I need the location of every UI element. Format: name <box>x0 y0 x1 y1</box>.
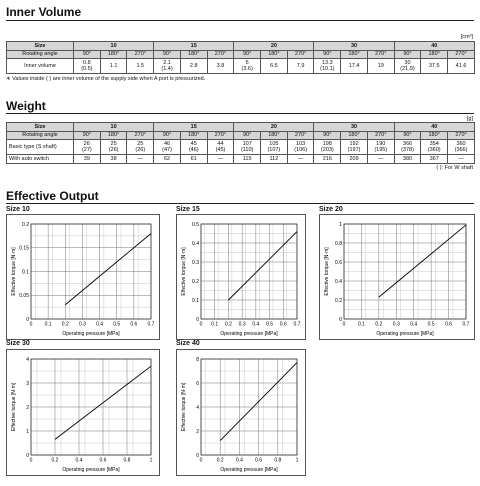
table-cell <box>367 59 394 74</box>
cell-paren-value: (27) <box>81 147 92 153</box>
cell-value: 45 <box>190 140 197 147</box>
x-tick-label: 0.1 <box>357 321 365 328</box>
angle-header: 270° <box>127 131 154 140</box>
inner-volume-rule <box>6 20 474 21</box>
angle-header: 270° <box>367 131 394 140</box>
table-row <box>7 131 475 140</box>
x-tick-label: 0.7 <box>293 321 301 328</box>
cell-value: 103 <box>296 140 306 147</box>
weight-table <box>6 122 475 164</box>
table-cell: 61 <box>180 155 207 164</box>
y-tick-label: 2 <box>196 428 199 435</box>
angle-header: 180° <box>341 131 368 140</box>
cell-paren-value: (107) <box>267 147 281 153</box>
cell-value: 366 <box>402 140 413 147</box>
inner-volume-title: Inner Volume <box>6 5 82 19</box>
y-tick-label: 1 <box>339 221 342 228</box>
y-axis-label: Effective torque [N·m] <box>11 247 17 296</box>
table-cell <box>367 140 394 155</box>
table-cell <box>127 59 154 74</box>
chart-svg-size-20 <box>320 215 474 339</box>
table-cell: 216 <box>314 155 341 164</box>
x-tick-label: 0.6 <box>99 457 107 464</box>
y-tick-label: 0.4 <box>335 278 342 285</box>
x-tick-label: 0.5 <box>266 321 274 328</box>
cell-value: 2.8 <box>189 62 198 69</box>
table-row <box>7 59 475 74</box>
angle-header: 180° <box>341 50 368 59</box>
cell-value: 13.3 <box>321 59 333 66</box>
angle-header: 270° <box>448 131 475 140</box>
y-tick-label: 0.6 <box>335 259 342 266</box>
y-tick-label: 0.5 <box>192 221 199 228</box>
cell-paren-value: (378) <box>401 147 414 153</box>
cell-value: 44 <box>217 140 224 147</box>
table-cell <box>234 59 261 74</box>
angle-header: 90° <box>154 131 181 140</box>
x-tick-label: 0.7 <box>147 321 155 328</box>
y-tick-label: 0.2 <box>335 297 342 304</box>
y-tick-label: 0.2 <box>22 221 29 228</box>
table-cell <box>287 140 314 155</box>
angle-header: 270° <box>127 50 154 59</box>
size-header: 20 <box>234 42 314 51</box>
y-tick-label: 2 <box>26 404 29 411</box>
table-cell <box>261 59 288 74</box>
x-tick-label: 0.8 <box>274 457 282 464</box>
x-axis-label: Operating pressure [MPa] <box>376 331 434 337</box>
cell-value: 2.1 <box>163 59 171 66</box>
angle-header: 90° <box>234 50 261 59</box>
table-cell: 62 <box>154 155 181 164</box>
chart-svg-size-40 <box>177 350 305 475</box>
angle-header: 180° <box>421 131 448 140</box>
cell-value: 7.9 <box>296 62 305 69</box>
table-row <box>7 140 475 155</box>
size-label: Size <box>7 42 74 51</box>
x-tick-label: 0.5 <box>427 321 435 328</box>
cell-value: 192 <box>349 140 359 147</box>
y-axis-label: Effective torque [N·m] <box>181 247 187 296</box>
size-header: 10 <box>74 42 154 51</box>
y-tick-label: 0 <box>196 452 199 459</box>
angle-header: 180° <box>100 50 127 59</box>
effective-output-title: Effective Output <box>6 189 99 203</box>
table-cell <box>448 140 475 155</box>
x-tick-label: 0.2 <box>224 321 232 328</box>
x-tick-label: 0.6 <box>279 321 287 328</box>
x-tick-label: 0.2 <box>216 457 224 464</box>
y-tick-label: 0.4 <box>192 240 199 247</box>
size-header: 40 <box>394 42 474 51</box>
table-cell <box>421 59 448 74</box>
table-cell <box>100 140 127 155</box>
cell-value: 3.8 <box>216 62 225 69</box>
x-tick-label: 0.4 <box>75 457 83 464</box>
cell-paren-value: (26) <box>135 147 146 153</box>
cell-value: 198 <box>322 140 332 147</box>
table-cell <box>448 59 475 74</box>
x-tick-label: 0 <box>199 321 203 328</box>
table-cell: 209 <box>341 155 368 164</box>
table-cell <box>180 59 207 74</box>
chart-size-10 <box>6 214 160 340</box>
angle-header: 180° <box>261 131 288 140</box>
chart-title-size-10: Size 10 <box>6 206 30 213</box>
angle-header: 270° <box>207 131 234 140</box>
table-cell <box>154 59 181 74</box>
size-label: Size <box>7 123 74 132</box>
x-tick-label: 0.1 <box>44 321 52 328</box>
cell-value: 25 <box>137 140 144 147</box>
size-header: 15 <box>154 42 234 51</box>
weight-rule <box>6 113 474 114</box>
cell-paren-value: (47) <box>162 147 172 153</box>
inner-volume-note: ∗ Values inside ( ) are inner volume of the supply side when A port is pressurized. <box>6 76 206 82</box>
size-header: 40 <box>394 123 474 132</box>
x-tick-label: 0.3 <box>392 321 400 328</box>
size-header: 20 <box>234 123 314 132</box>
table-cell <box>207 59 234 74</box>
x-tick-label: 0.6 <box>130 321 138 328</box>
angle-header: 90° <box>154 50 181 59</box>
weight-unit: [g] <box>466 116 473 122</box>
y-tick-label: 4 <box>26 356 29 363</box>
cell-paren-value: (203) <box>320 147 334 153</box>
x-tick-label: 0.2 <box>375 321 383 328</box>
x-tick-label: 1 <box>295 457 299 464</box>
angle-header: 270° <box>367 50 394 59</box>
table-cell <box>234 140 261 155</box>
chart-size-15 <box>176 214 306 340</box>
x-tick-label: 0.6 <box>445 321 453 328</box>
cell-value: 105 <box>269 140 279 147</box>
cell-value: 360 <box>456 140 466 147</box>
y-tick-label: 0.1 <box>192 297 199 304</box>
chart-title-size-20: Size 20 <box>319 206 343 213</box>
angle-header: 90° <box>314 131 341 140</box>
table-cell <box>421 140 448 155</box>
cell-paren-value: (195) <box>374 147 388 153</box>
x-tick-label: 0.3 <box>238 321 246 328</box>
cell-value: 46 <box>163 140 171 147</box>
size-header: 15 <box>154 123 234 132</box>
table-cell: 367 <box>421 155 448 164</box>
angle-header: 180° <box>180 131 207 140</box>
auto-switch-label: With auto switch <box>7 155 74 164</box>
cell-value: 1.5 <box>136 62 145 69</box>
x-tick-label: 0.2 <box>61 321 69 328</box>
cell-paren-value: (46) <box>188 147 199 153</box>
y-tick-label: 0.05 <box>19 293 29 300</box>
table-cell: 115 <box>234 155 261 164</box>
x-tick-label: 0 <box>342 321 346 328</box>
angle-header: 270° <box>287 50 314 59</box>
cell-paren-value: (106) <box>294 147 308 153</box>
angle-header: 270° <box>448 50 475 59</box>
x-axis-label: Operating pressure [MPa] <box>62 467 120 473</box>
x-tick-label: 0.4 <box>252 321 260 328</box>
y-tick-label: 0.2 <box>192 278 199 285</box>
chart-size-30 <box>6 349 160 476</box>
size-header: 30 <box>314 123 394 132</box>
chart-title-size-30: Size 30 <box>6 340 30 347</box>
y-tick-label: 0 <box>26 316 29 323</box>
cell-value: 19 <box>377 62 384 69</box>
y-tick-label: 0 <box>196 316 199 323</box>
x-axis-label: Operating pressure [MPa] <box>220 467 278 473</box>
cell-value: 1.1 <box>109 62 118 69</box>
inner-volume-label: Inner volume <box>7 59 74 74</box>
cell-paren-value: (1.4) <box>161 66 173 72</box>
x-tick-label: 0.3 <box>78 321 86 328</box>
cell-value: 37.5 <box>428 62 440 69</box>
x-tick-label: 0.8 <box>123 457 131 464</box>
chart-svg-size-30 <box>7 350 159 475</box>
table-row <box>7 42 475 51</box>
y-tick-label: 1 <box>26 428 29 435</box>
chart-title-size-40: Size 40 <box>176 340 200 347</box>
angle-header: 90° <box>74 50 101 59</box>
table-cell <box>341 140 368 155</box>
table-cell <box>74 140 101 155</box>
cell-paren-value: (10.1) <box>320 66 335 72</box>
table-row <box>7 123 475 132</box>
table-cell: 38 <box>100 155 127 164</box>
x-axis-label: Operating pressure [MPa] <box>62 331 120 337</box>
cell-value: 17.4 <box>348 62 360 69</box>
table-cell: — <box>367 155 394 164</box>
y-axis-label: Effective torque [N·m] <box>324 247 330 296</box>
angle-header: 90° <box>314 50 341 59</box>
y-tick-label: 6 <box>196 380 199 387</box>
y-axis-label: Effective torque [N·m] <box>11 382 17 432</box>
inner-volume-table <box>6 41 475 74</box>
table-cell: — <box>207 155 234 164</box>
table-cell: — <box>127 155 154 164</box>
cell-value: 26 <box>83 140 90 147</box>
table-row <box>7 155 475 164</box>
size-header: 10 <box>74 123 154 132</box>
table-cell <box>314 140 341 155</box>
x-tick-label: 0.4 <box>96 321 104 328</box>
x-tick-label: 0.1 <box>211 321 219 328</box>
cell-value: 107 <box>242 140 252 147</box>
angle-header: 270° <box>287 131 314 140</box>
table-cell <box>261 140 288 155</box>
y-tick-label: 0.8 <box>335 240 342 247</box>
cell-value: 30 <box>404 59 411 66</box>
table-cell: 112 <box>261 155 288 164</box>
cell-paren-value: (110) <box>240 147 254 153</box>
weight-title: Weight <box>6 99 46 113</box>
table-cell: — <box>448 155 475 164</box>
x-tick-label: 0.2 <box>51 457 59 464</box>
table-cell <box>154 140 181 155</box>
table-cell <box>341 59 368 74</box>
x-tick-label: 0.4 <box>410 321 418 328</box>
angle-header: 90° <box>234 131 261 140</box>
chart-title-size-15: Size 15 <box>176 206 200 213</box>
cell-paren-value: (366) <box>454 147 468 153</box>
angle-header: 180° <box>100 131 127 140</box>
angle-header: 180° <box>180 50 207 59</box>
x-axis-label: Operating pressure [MPa] <box>220 331 278 337</box>
x-tick-label: 0 <box>29 457 33 464</box>
chart-size-20 <box>319 214 475 340</box>
cell-paren-value: (0.5) <box>81 66 93 72</box>
x-tick-label: 0.6 <box>255 457 263 464</box>
chart-svg-size-10 <box>7 215 159 339</box>
cell-paren-value: (26) <box>108 147 119 153</box>
cell-value: 354 <box>429 140 439 147</box>
size-header: 30 <box>314 42 394 51</box>
cell-value: 6.5 <box>270 62 278 69</box>
angle-label: Rotating angle <box>7 50 74 59</box>
basic-type-label: Basic type (S shaft) <box>7 140 74 155</box>
y-tick-label: 0.1 <box>22 269 29 276</box>
table-cell <box>74 59 101 74</box>
angle-header: 180° <box>261 50 288 59</box>
cell-value: 0.8 <box>83 59 91 66</box>
angle-label: Rotating angle <box>7 131 74 140</box>
x-tick-label: 0.7 <box>462 321 470 328</box>
cell-value: 41.6 <box>455 62 467 69</box>
angle-header: 90° <box>74 131 101 140</box>
cell-paren-value: (3.6) <box>241 66 253 72</box>
x-tick-label: 0.4 <box>235 457 243 464</box>
x-tick-label: 0.5 <box>113 321 121 328</box>
angle-header: 90° <box>394 131 421 140</box>
chart-svg-size-15 <box>177 215 305 339</box>
x-tick-label: 0 <box>199 457 203 464</box>
cell-paren-value: (21.9) <box>400 66 415 72</box>
table-cell: 39 <box>74 155 101 164</box>
effective-output-rule <box>6 203 474 204</box>
y-axis-label: Effective torque [N·m] <box>181 382 187 432</box>
table-cell <box>287 59 314 74</box>
x-tick-label: 0 <box>29 321 33 328</box>
table-cell <box>207 140 234 155</box>
chart-size-40 <box>176 349 306 476</box>
angle-header: 270° <box>207 50 234 59</box>
table-cell <box>100 59 127 74</box>
table-cell <box>127 140 154 155</box>
table-cell <box>180 140 207 155</box>
y-tick-label: 4 <box>196 404 199 411</box>
table-cell <box>314 59 341 74</box>
table-cell: — <box>287 155 314 164</box>
x-tick-label: 1 <box>149 457 153 464</box>
weight-note: ( ): For W shaft <box>436 165 473 171</box>
angle-header: 180° <box>421 50 448 59</box>
table-cell <box>394 59 421 74</box>
cell-paren-value: (45) <box>215 147 226 153</box>
y-tick-label: 0 <box>26 452 29 459</box>
y-tick-label: 0 <box>339 316 342 323</box>
y-tick-label: 0.15 <box>19 245 29 252</box>
angle-header: 90° <box>394 50 421 59</box>
y-tick-label: 8 <box>196 356 199 363</box>
cell-value: 190 <box>376 140 386 147</box>
cell-paren-value: (197) <box>347 147 361 153</box>
table-cell <box>394 140 421 155</box>
cell-value: 5 <box>245 59 249 66</box>
cell-paren-value: (360) <box>427 147 441 153</box>
y-tick-label: 0.3 <box>192 259 199 266</box>
cell-value: 25 <box>110 140 117 147</box>
table-row <box>7 50 475 59</box>
y-tick-label: 3 <box>26 380 29 387</box>
table-cell: 380 <box>394 155 421 164</box>
inner-volume-unit: [cm³] <box>460 34 473 40</box>
